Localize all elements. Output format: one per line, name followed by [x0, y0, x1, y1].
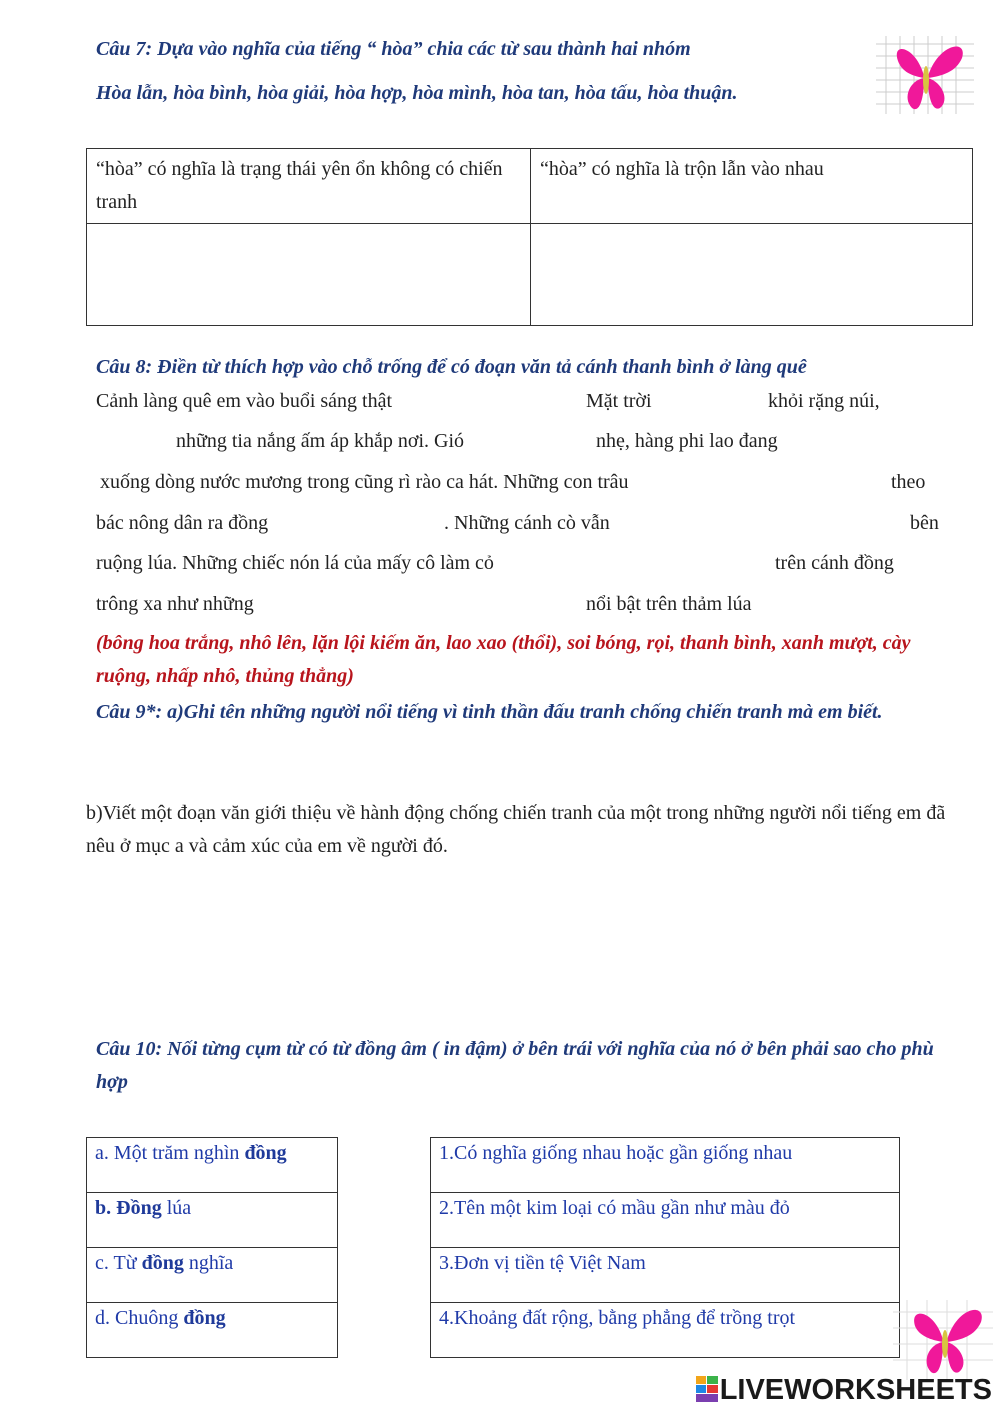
q7-col2-header: “hòa” có nghĩa là trộn lẫn vào nhau	[531, 149, 973, 224]
q7-col1-header: “hòa” có nghĩa là trạng thái yên ổn không có chiến tranh	[87, 149, 531, 224]
q8-text: Cảnh làng quê em vào buổi sáng thật	[96, 390, 393, 412]
q10-right-item[interactable]: 3.Đơn vị tiền tệ Việt Nam	[431, 1248, 900, 1303]
butterfly-icon-bottom	[893, 1300, 993, 1380]
q7-col1-answer-cell[interactable]	[87, 224, 531, 326]
q10-left-table	[86, 1137, 338, 1358]
q8-text: những tia nắng ấm áp khắp nơi. Gió	[176, 430, 465, 452]
q8-text: trông xa như những	[96, 593, 254, 615]
q8-text: bên	[910, 512, 939, 534]
liveworksheets-text: LIVEWORKSHEETS	[719, 1374, 992, 1406]
q8-text: nổi bật trên thảm lúa	[586, 593, 752, 615]
q10-right-table	[430, 1137, 900, 1358]
q9-part-b: b)Viết một đoạn văn giới thiệu về hành động chống chiến tranh của một trong những người nổi tiếng em đã nêu ở mục a và cảm xúc của em về người đó.	[86, 802, 946, 857]
q8-text: bác nông dân ra đồng	[96, 512, 269, 534]
q8-line-1	[96, 384, 392, 418]
q10-right-item[interactable]: 4.Khoảng đất rộng, bằng phẳng để trồng trọt	[431, 1303, 900, 1358]
q8-text: nhẹ, hàng phi lao đang	[596, 430, 778, 452]
q7-table	[86, 148, 973, 326]
q8-text: theo	[891, 471, 926, 493]
q10-right-item[interactable]: 2.Tên một kim loại có mầu gần như màu đỏ	[431, 1193, 900, 1248]
q8-text: Mặt trời	[586, 390, 652, 412]
butterfly-icon-top	[876, 36, 974, 114]
q7-word-list: Hòa lẫn, hòa bình, hòa giải, hòa hợp, hòa mình, hòa tan, hòa tấu, hòa thuận.	[96, 82, 738, 104]
q10-title: Câu 10: Nối từng cụm từ có từ đồng âm ( in đậm) ở bên trái với nghĩa của nó ở bên phải sao cho phù hợp	[96, 1038, 934, 1093]
q7-title: Câu 7: Dựa vào nghĩa của tiếng “ hòa” chia các từ sau thành hai nhóm	[96, 38, 691, 60]
q7-col2-answer-cell[interactable]	[531, 224, 973, 326]
q8-text: xuống dòng nước mương trong cũng rì rào ca hát. Những con trâu	[100, 471, 629, 493]
q10-left-item[interactable]: c. Từ đồng nghĩa	[87, 1248, 338, 1303]
q8-text: ruộng lúa. Những chiếc nón lá của mấy cô làm cỏ	[96, 552, 494, 574]
q8-title: Câu 8: Điền từ thích hợp vào chỗ trống để có đoạn văn tả cánh thanh bình ở làng quê	[96, 356, 807, 378]
q8-text: trên cánh đồng	[775, 552, 894, 574]
q9-title-a: Câu 9*: a)Ghi tên những người nổi tiếng vì tinh thần đấu tranh chống chiến tranh mà em biết.	[96, 701, 883, 723]
q10-left-item[interactable]: b. Đồng lúa	[87, 1193, 338, 1248]
q8-text: khỏi rặng núi,	[768, 390, 880, 412]
liveworksheets-badge-icon	[696, 1376, 718, 1402]
q10-left-item[interactable]: d. Chuông đồng	[87, 1303, 338, 1358]
q8-text: . Những cánh cò vẫn	[444, 512, 610, 534]
q10-left-item[interactable]: a. Một trăm nghìn đồng	[87, 1138, 338, 1193]
q8-word-bank: (bông hoa trắng, nhô lên, lặn lội kiếm ăn, lao xao (thổi), soi bóng, rọi, thanh bình, xanh mượt, cày ruộng, nhấp nhô, thủng thẳng)	[96, 632, 911, 687]
liveworksheets-logo	[696, 1374, 992, 1407]
q10-right-item[interactable]: 1.Có nghĩa giống nhau hoặc gần giống nhau	[431, 1138, 900, 1193]
